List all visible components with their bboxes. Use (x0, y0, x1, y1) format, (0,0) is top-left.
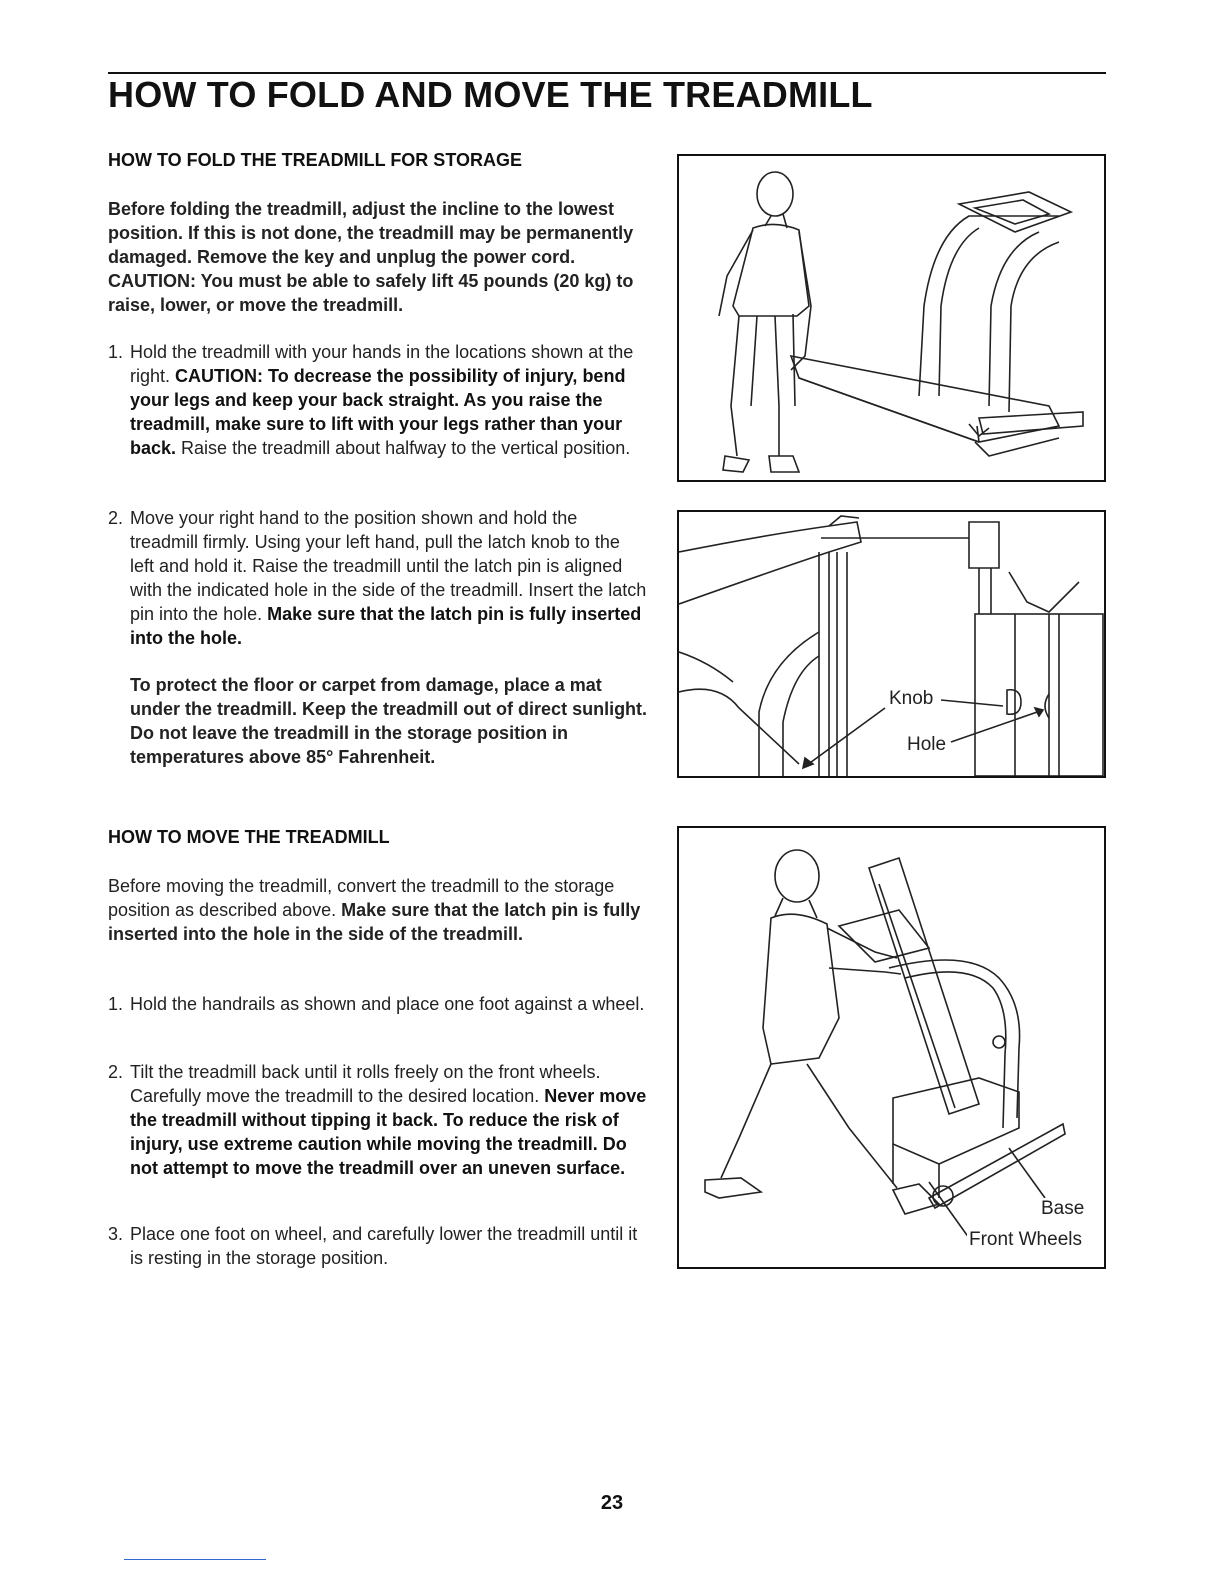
step-number: 2. (108, 508, 124, 528)
fold-step-1 (108, 340, 648, 460)
base-label: Base (1041, 1198, 1085, 1219)
footer-line (124, 1559, 266, 1560)
move-step-2 (108, 1060, 648, 1180)
move-intro (108, 874, 648, 946)
figure-move-treadmill (677, 826, 1106, 1269)
front-wheels-label: Front Wheels (969, 1229, 1082, 1250)
move-heading: HOW TO MOVE THE TREADMILL (108, 827, 390, 847)
fold-heading: HOW TO FOLD THE TREADMILL FOR STORAGE (108, 150, 522, 170)
step-text: Hold the treadmill with your hands in the locations shown at the right. (130, 342, 634, 386)
step-warning: Never move the treadmill without tipping it back. To reduce the risk of injury, use extreme caution while moving the treadmill. Do not attempt to move the treadmill over an uneven surface. (130, 1086, 647, 1178)
step-number: 1. (108, 994, 124, 1014)
step-text: Place one foot on wheel, and carefully lower the treadmill until it is resting in the storage position. (130, 1224, 638, 1268)
fold-note: To protect the floor or carpet from damage, place a mat under the treadmill. Keep the treadmill out of direct sunlight. Do not leave the treadmill in the storage position in temperatures above 85° Fahrenheit. (130, 675, 648, 767)
step-text-end: Raise the treadmill about halfway to the vertical position. (181, 438, 631, 458)
fold-intro: Before folding the treadmill, adjust the incline to the lowest position. If this is not done, the treadmill may be permanently damaged. Remove the key and unplug the power cord. CAUTION: You must be able to safely lift 45 pounds (20 kg) to raise, lower, or move the treadmill. (108, 199, 634, 315)
step-number: 2. (108, 1062, 124, 1082)
step-warning: Make sure that the latch pin is fully inserted into the hole. (130, 604, 642, 648)
page-number: 23 (600, 1492, 624, 1514)
latch-illustration (679, 512, 1104, 776)
step-text: Tilt the treadmill back until it rolls freely on the front wheels. Carefully move the treadmill to the desired location. (130, 1062, 601, 1106)
lift-illustration (679, 156, 1104, 480)
step-number: 3. (108, 1224, 124, 1244)
hole-label: Hole (907, 734, 947, 755)
figure-latch (677, 510, 1106, 778)
page-title: HOW TO FOLD AND MOVE THE TREADMILL (108, 74, 873, 115)
step-number: 1. (108, 342, 124, 362)
move-step-1 (108, 992, 648, 1016)
step-caution: CAUTION: To decrease the possibility of injury, bend your legs and keep your back straight. As you raise the treadmill, make sure to lift with your legs rather than your back. (130, 366, 626, 458)
step-text: Move your right hand to the position shown and hold the treadmill firmly. Using your left hand, pull the latch knob to the left and hold it. Raise the treadmill until the latch pin is aligned with the indicated hole in the side of the treadmill. Insert the latch pin into the hole. (130, 508, 647, 624)
step-text: Hold the handrails as shown and place one foot against a wheel. (130, 994, 645, 1014)
move-intro-text: Before moving the treadmill, convert the treadmill to the storage position as described above. (108, 876, 615, 920)
move-step-3 (108, 1222, 648, 1270)
figure-lift-treadmill (677, 154, 1106, 482)
knob-label: Knob (889, 688, 934, 709)
fold-step-2 (108, 506, 648, 650)
move-intro-warning: Make sure that the latch pin is fully inserted into the hole in the side of the treadmill. (108, 900, 641, 944)
